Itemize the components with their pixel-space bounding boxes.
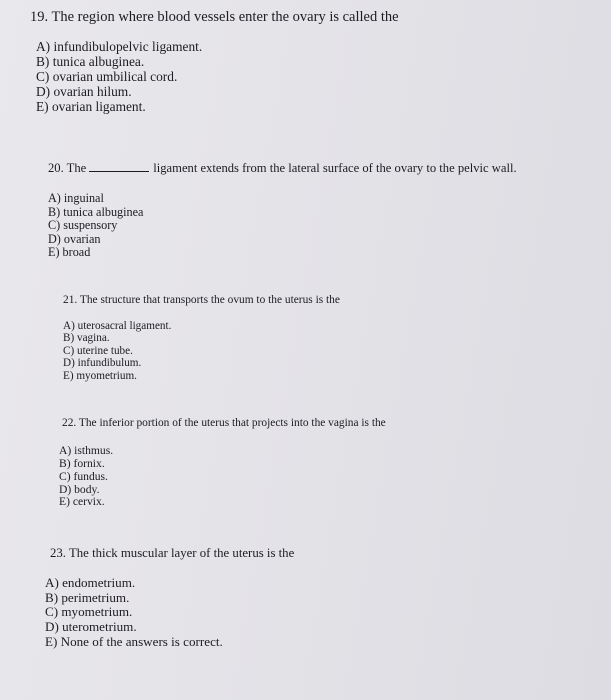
option-e: E) None of the answers is correct. — [45, 633, 223, 649]
option-c: C) uterine tube. — [63, 344, 133, 357]
question-text-before-blank: The — [66, 161, 87, 175]
question-text-after-blank: ligament extends from the lateral surface of the ovary to the pelvic wall. — [153, 161, 517, 175]
option-e: E) broad — [48, 245, 91, 260]
question-23 — [45, 546, 295, 649]
option-b: B) fornix. — [59, 456, 105, 470]
option-a: A) isthmus. — [59, 443, 114, 457]
option-b: B) tunica albuginea — [48, 204, 144, 219]
option-c: C) fundus. — [59, 469, 108, 483]
option-a: A) uterosacral ligament. — [63, 319, 172, 332]
question-number: 21. — [63, 294, 78, 306]
option-b: B) vagina. — [63, 332, 110, 345]
option-a: A) infundibulopelvic ligament. — [36, 38, 203, 54]
option-d: D) ovarian — [48, 231, 101, 246]
option-e: E) ovarian ligament. — [36, 98, 146, 114]
answer-options — [45, 576, 294, 649]
question-22 — [59, 417, 386, 509]
question-stem — [62, 417, 386, 430]
question-stem — [30, 10, 399, 26]
option-a: A) endometrium. — [45, 575, 136, 591]
option-d: D) body. — [59, 482, 100, 496]
option-d: D) infundibulum. — [63, 357, 142, 370]
question-text: The structure that transports the ovum to the uterus is the — [79, 294, 340, 306]
option-b: B) perimetrium. — [45, 589, 130, 605]
question-21 — [63, 294, 340, 382]
question-text: The thick muscular layer of the uterus is the — [68, 546, 295, 560]
question-stem — [50, 546, 294, 560]
option-d: D) ovarian hilum. — [36, 83, 132, 99]
question-number: 23. — [50, 546, 66, 560]
option-d: D) uterometrium. — [45, 619, 137, 635]
answer-options — [59, 444, 386, 509]
option-e: E) myometrium. — [63, 369, 137, 382]
option-c: C) suspensory — [48, 218, 118, 233]
fill-in-blank — [89, 170, 149, 172]
option-c: C) ovarian umbilical cord. — [36, 68, 178, 84]
question-number: 22. — [62, 417, 77, 429]
question-number: 20. — [48, 161, 64, 175]
question-number: 19. — [30, 9, 49, 25]
option-b: B) tunica albuginea. — [36, 53, 145, 69]
option-e: E) cervix. — [59, 495, 105, 509]
answer-options — [48, 192, 517, 260]
option-c: C) myometrium. — [45, 604, 133, 620]
option-a: A) inguinal — [48, 190, 104, 205]
question-20 — [48, 162, 517, 260]
answer-options — [63, 320, 340, 383]
question-stem — [63, 294, 340, 307]
question-stem — [48, 162, 517, 176]
answer-options — [36, 39, 399, 114]
question-text: The inferior portion of the uterus that projects into the vagina is the — [78, 417, 386, 429]
question-text: The region where blood vessels enter the ovary is called the — [51, 9, 399, 25]
question-19 — [30, 10, 399, 114]
